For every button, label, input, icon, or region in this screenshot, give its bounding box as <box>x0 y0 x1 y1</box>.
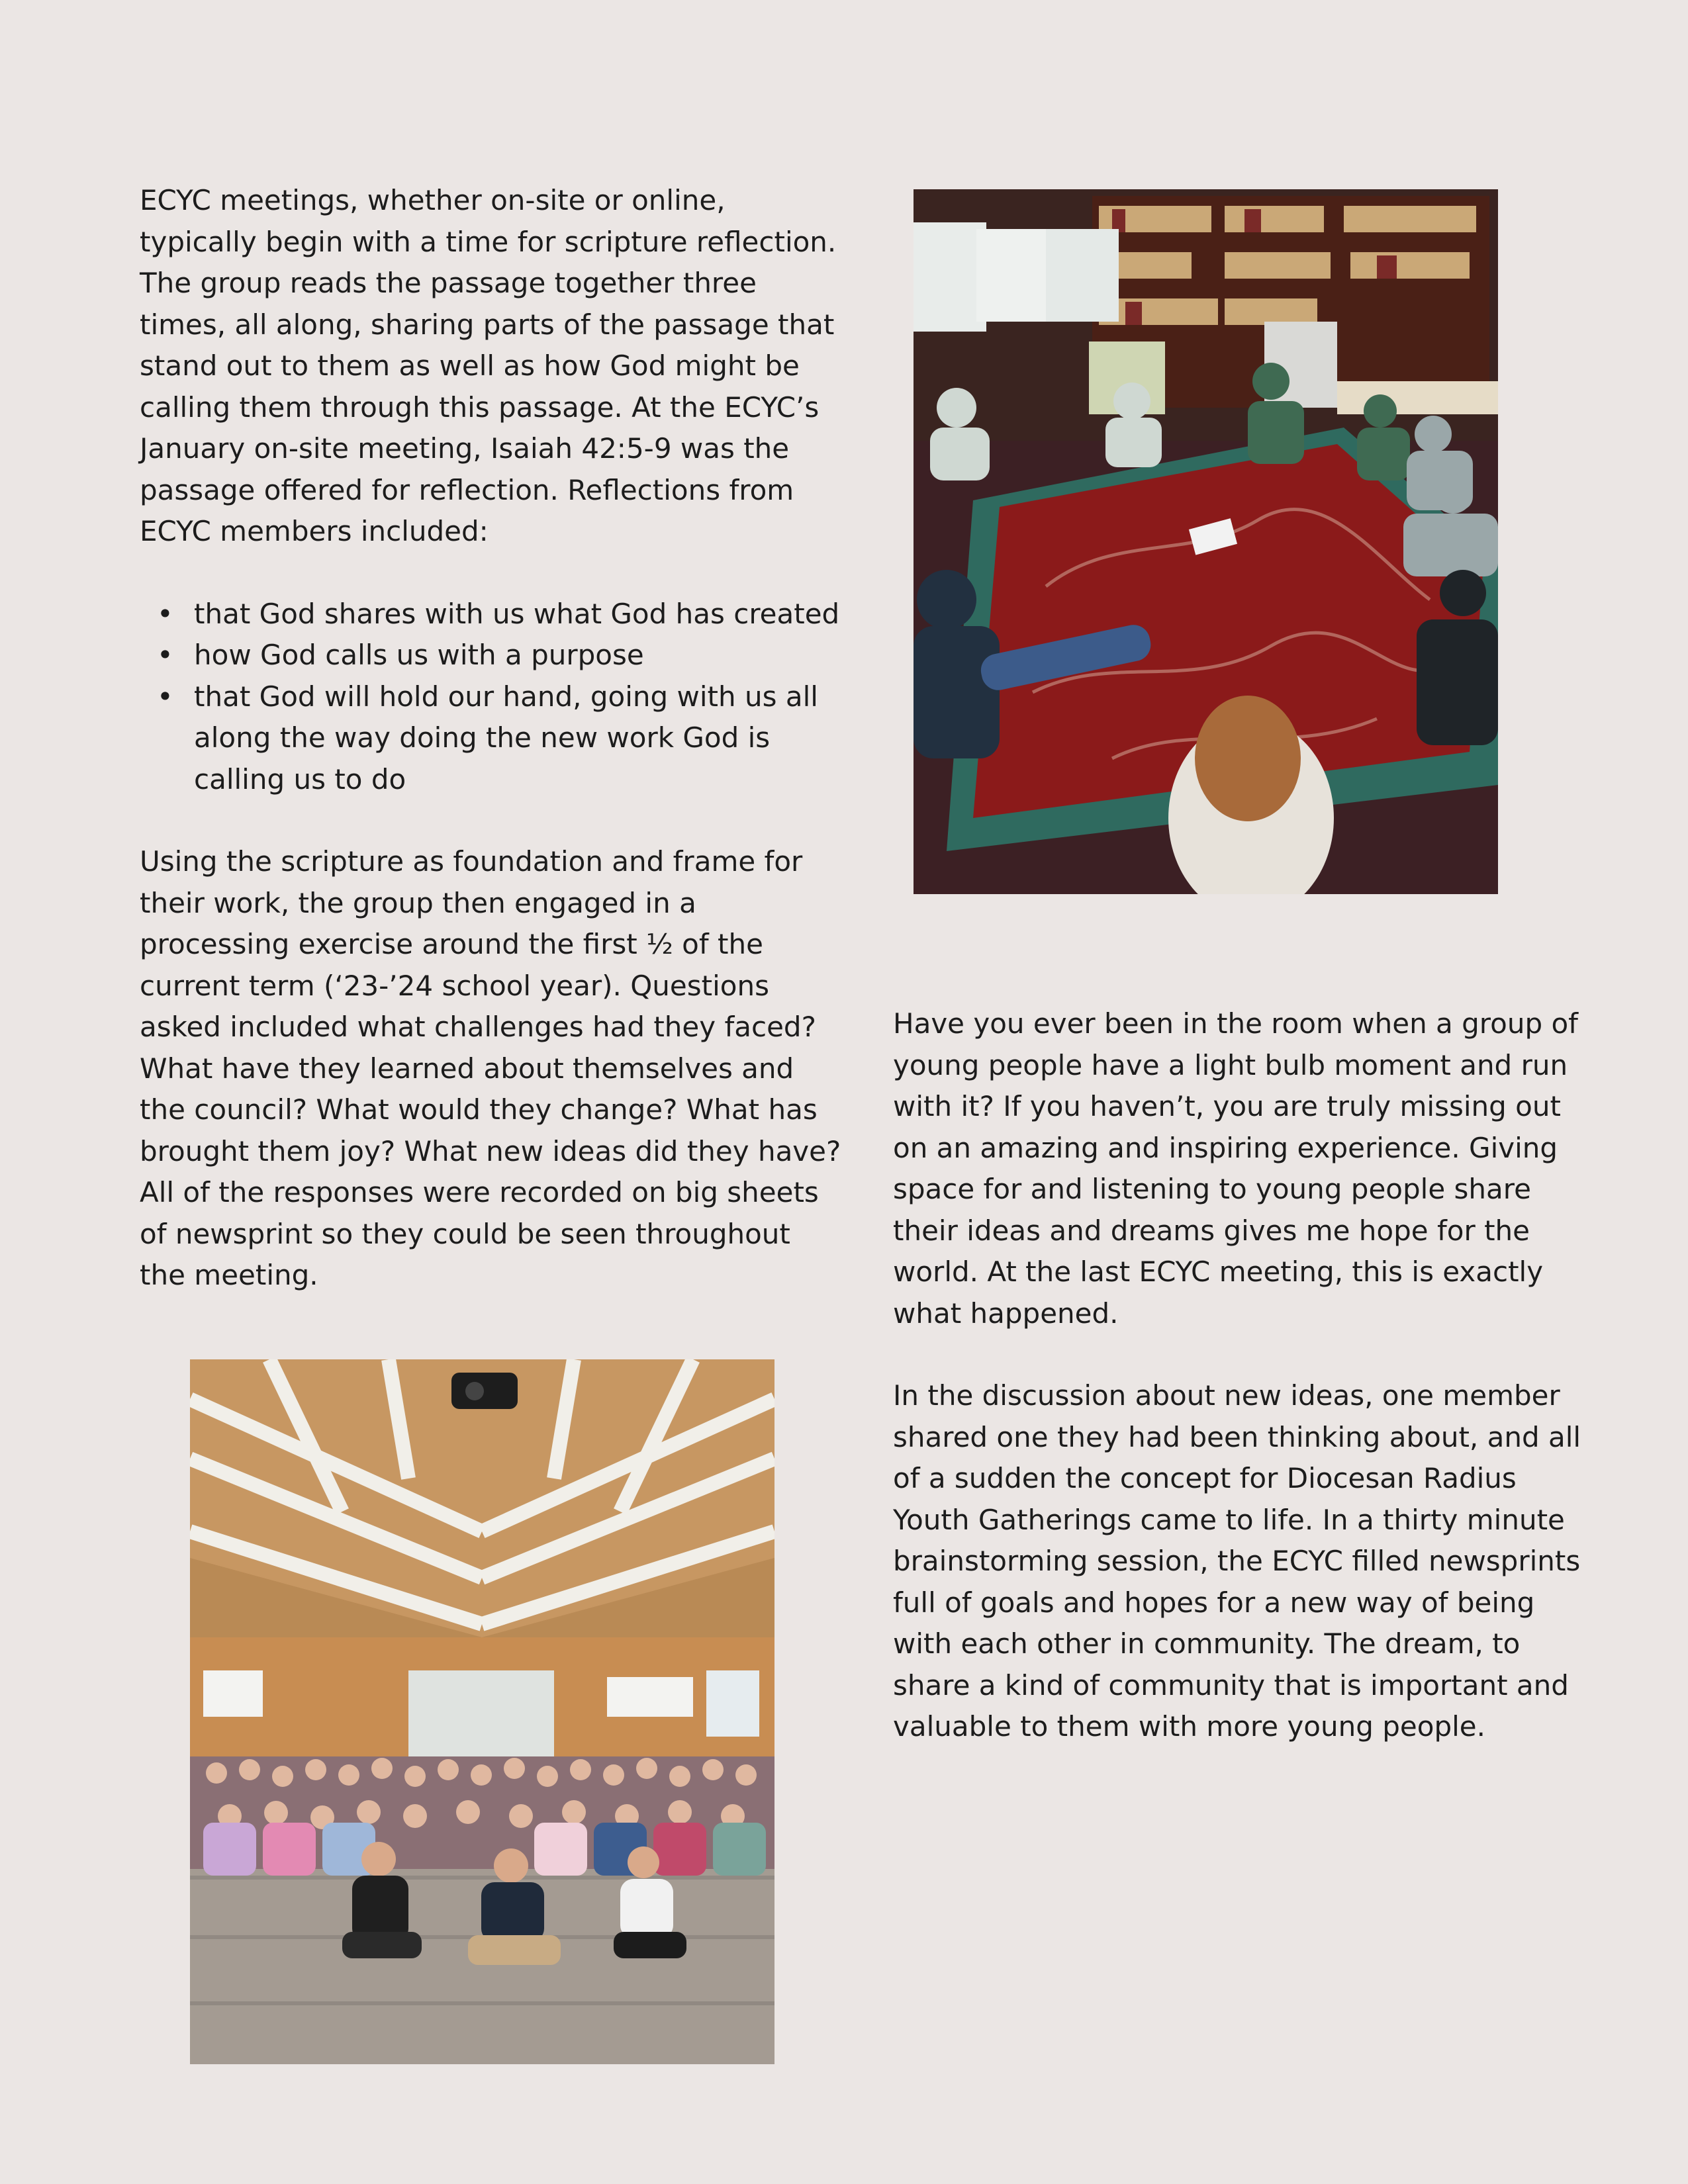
photo-group-gathering <box>190 1359 774 2064</box>
intro-paragraph: ECYC meetings, whether on-site or online, typically begin with a time for scripture reflection. The group reads the passage together three times, all along, sharing parts of the passage that stand out to them as well as how God might be calling them through this passage. At the ECYC’s January on-site meeting, Isaiah 42:5-9 was the passage offered for reflection. Reflections from ECYC members included: <box>140 184 837 547</box>
list-item: • that God shares with us what God has created <box>194 594 841 635</box>
spacer <box>893 1334 1595 1375</box>
list-item: • that God will hold our hand, going with us all along the way doing the new work God is calling us to do <box>194 676 841 801</box>
processing-paragraph: Using the scripture as foundation and frame for their work, the group then engaged in a processing exercise around the first ½ of the current term (‘23-’24 school year). Questions asked included what challenges had they faced? What have they learned about themselves and the council? What would they change? What has brought them joy? What new ideas did they have? All of the responses were recorded on big sheets of newsprint so they could be seen throughout the meeting. <box>140 845 841 1291</box>
group-gathering-image <box>190 1359 774 2064</box>
right-column <box>893 1003 1595 1748</box>
light-bulb-paragraph: Have you ever been in the room when a group of young people have a light bulb moment and run with it? If you haven’t, you are truly missing out on an amazing and inspiring experience. Giving space for and listening to young people share their ideas and dreams gives me hope for the world. At the last ECYC meeting, this is exactly what happened. <box>893 1007 1578 1330</box>
radius-gatherings-paragraph: In the discussion about new ideas, one member shared one they had been thinking about, and all of a sudden the concept for Diocesan Radius Youth Gatherings came to life. In a thirty minute brainstorming session, the ECYC filled newsprints full of goals and hopes for a new way of being with each other in community. The dream, to share a kind of community that is important and valuable to them with more young people. <box>893 1379 1581 1743</box>
spacer <box>140 800 841 841</box>
photo-meeting-circle <box>914 189 1498 894</box>
reflection-list <box>140 594 841 801</box>
spacer <box>140 553 841 594</box>
meeting-circle-image <box>914 189 1498 894</box>
list-item: • how God calls us with a purpose <box>194 635 841 676</box>
left-column <box>140 180 841 1297</box>
